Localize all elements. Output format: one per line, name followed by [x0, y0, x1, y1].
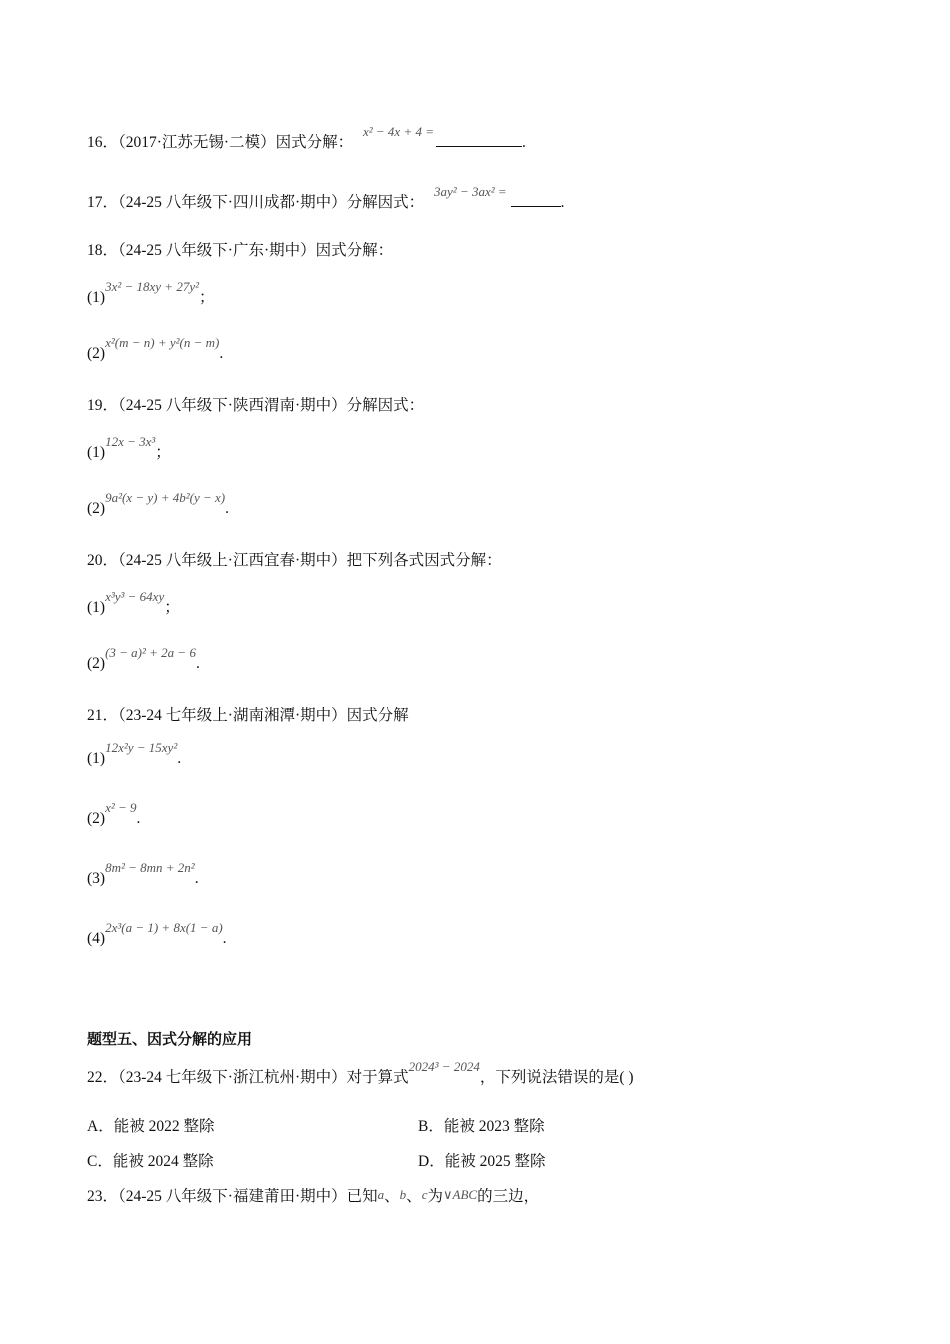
math-expression: 3ay² − 3ax² =: [434, 184, 507, 199]
part-label: (1): [87, 750, 106, 767]
question-source: （23-24 七年级上·湖南湘潭·期中）: [118, 707, 347, 724]
option-b[interactable]: B．能被 2023 整除: [418, 1118, 545, 1135]
variable-a: a: [377, 1187, 385, 1202]
math-expression: 9a²(x − y) + 4b²(y − x): [105, 490, 226, 505]
math-expression: 2024³ − 2024: [408, 1059, 480, 1074]
question-text: 因式分解: [346, 707, 409, 724]
question-text-after: ，下列说法错误的是( ): [479, 1069, 634, 1086]
question-number: 21．: [87, 707, 119, 724]
question-text: 分解因式：: [346, 194, 425, 211]
part-label: (1): [87, 444, 106, 461]
part-label: (4): [87, 930, 106, 947]
question-16: [87, 124, 526, 152]
question-17: [87, 184, 565, 212]
question-20-part-1: [87, 589, 180, 617]
question-text: 因式分解：: [275, 134, 354, 151]
math-expression: 12x − 3x³: [105, 434, 156, 449]
math-expression: x² − 9: [105, 800, 137, 815]
question-18-part-1: [87, 279, 215, 307]
end-punct: ；: [199, 289, 215, 306]
question-number: 19．: [87, 397, 119, 414]
answer-blank[interactable]: [436, 132, 522, 147]
part-label: (2): [87, 500, 106, 517]
question-source: （24-25 八年级上·江西宜春·期中）: [118, 552, 347, 569]
end-punct: .: [194, 870, 199, 887]
math-expression: 12x²y − 15xy²: [105, 740, 178, 755]
end-punct: .: [219, 345, 224, 362]
math-expression: x² − 4x + 4 =: [362, 124, 434, 139]
end-punct: ；: [155, 444, 171, 461]
part-label: (2): [87, 810, 106, 827]
end-punct: .: [222, 930, 227, 947]
question-text: 已知: [346, 1188, 378, 1205]
question-text-after: 的三边，: [477, 1188, 540, 1205]
question-22: [87, 1059, 634, 1087]
question-number: 18．: [87, 242, 119, 259]
question-18: [87, 238, 393, 260]
math-expression: (3 − a)² + 2a − 6: [105, 645, 196, 660]
question-21: [87, 703, 409, 725]
part-label: (3): [87, 870, 106, 887]
separator: 、: [384, 1188, 400, 1205]
question-21-part-1: [87, 740, 182, 768]
end-punct: .: [136, 810, 141, 827]
question-number: 16．: [87, 134, 119, 151]
math-expression: x³y³ − 64xy: [105, 589, 165, 604]
question-19: [87, 393, 424, 415]
end-punct: .: [560, 194, 565, 211]
question-number: 17．: [87, 194, 119, 211]
variable-c: c: [421, 1187, 428, 1202]
question-source: （23-24 七年级下·浙江杭州·期中）: [118, 1069, 347, 1086]
question-20-part-2: [87, 645, 200, 673]
part-label: (2): [87, 345, 106, 362]
question-19-part-2: [87, 490, 229, 518]
separator: 、: [406, 1188, 422, 1205]
question-source: （24-25 八年级下·福建莆田·期中）: [118, 1188, 347, 1205]
option-a[interactable]: A．能被 2022 整除: [87, 1118, 215, 1135]
question-18-part-2: [87, 335, 224, 363]
part-label: (2): [87, 655, 106, 672]
question-20: [87, 548, 502, 570]
question-21-part-2: [87, 800, 141, 828]
option-d[interactable]: D．能被 2025 整除: [418, 1153, 546, 1170]
question-source: （24-25 八年级下·陕西渭南·期中）: [118, 397, 347, 414]
math-expression: 3x² − 18xy + 27y²: [105, 279, 199, 294]
question-number: 22．: [87, 1069, 119, 1086]
end-punct: .: [195, 655, 200, 672]
variable-b: b: [399, 1187, 407, 1202]
math-expression: 8m² − 8mn + 2n²: [105, 860, 195, 875]
question-21-part-3: [87, 860, 199, 888]
end-punct: .: [225, 500, 229, 517]
question-source: （24-25 八年级下·四川成都·期中）: [118, 194, 347, 211]
end-punct: .: [177, 750, 182, 767]
math-expression: x²(m − n) + y²(n − m): [105, 335, 220, 350]
question-text: 把下列各式因式分解：: [346, 552, 502, 569]
math-expression: 2x³(a − 1) + 8x(1 − a): [105, 920, 223, 935]
question-text-mid: 为: [427, 1188, 443, 1205]
question-21-part-4: [87, 920, 227, 948]
question-text: 分解因式：: [346, 397, 425, 414]
triangle-symbol: ∨ABC: [442, 1187, 478, 1202]
question-text: 因式分解：: [315, 242, 394, 259]
question-text: 对于算式: [346, 1069, 409, 1086]
question-19-part-1: [87, 434, 171, 462]
question-source: （24-25 八年级下·广东·期中）: [118, 242, 316, 259]
question-23: [87, 1184, 539, 1206]
end-punct: .: [522, 134, 526, 151]
question-number: 20．: [87, 552, 119, 569]
question-source: （2017·江苏无锡·二模）: [118, 134, 276, 151]
section-heading: 题型五、因式分解的应用: [87, 1030, 253, 1048]
option-c[interactable]: C．能被 2024 整除: [87, 1153, 214, 1170]
question-number: 23．: [87, 1188, 119, 1205]
part-label: (1): [87, 599, 106, 616]
answer-blank[interactable]: [511, 192, 561, 207]
part-label: (1): [87, 289, 106, 306]
end-punct: ；: [164, 599, 180, 616]
